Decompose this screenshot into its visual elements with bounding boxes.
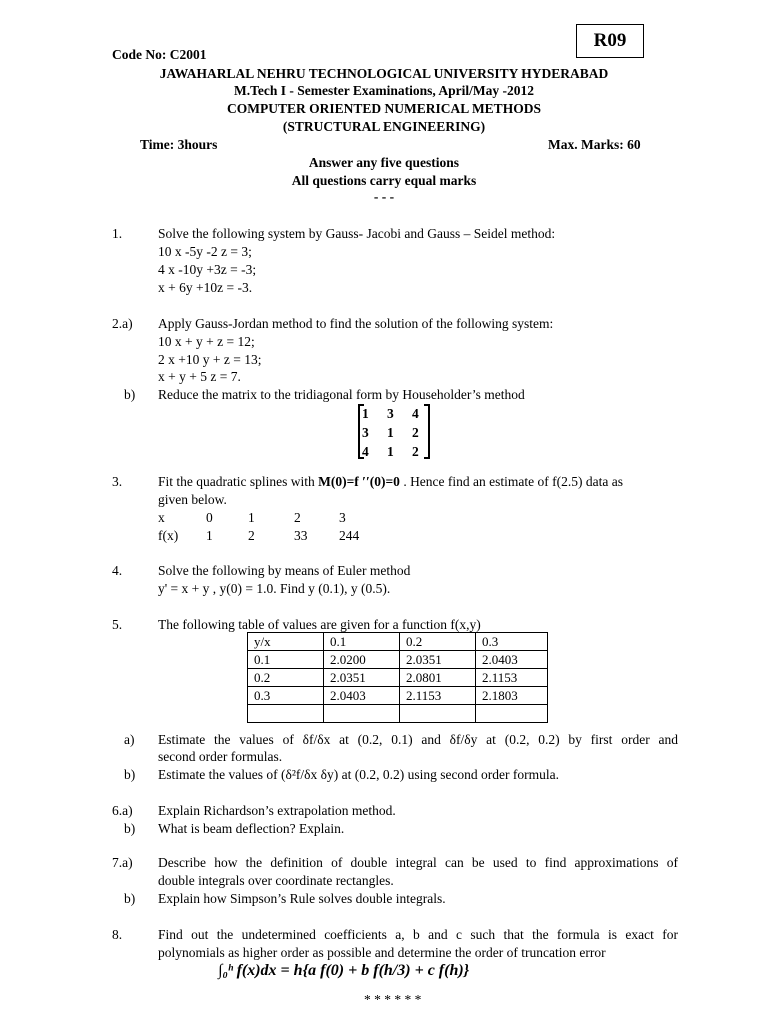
table-cell	[248, 705, 324, 723]
question-5-number: 5.	[112, 617, 123, 632]
question-6a-number: 6.a)	[112, 803, 133, 818]
table-row	[248, 687, 548, 705]
question-6b-number: b)	[124, 821, 136, 836]
university-name: JAWAHARLAL NEHRU TECHNOLOGICAL UNIVERSITY HYDERABAD	[159, 66, 609, 81]
question-2b-text: Reduce the matrix to the tridiagonal form by Householder’s method	[158, 387, 525, 402]
table-cell: 2.0403	[476, 651, 548, 669]
question-8-text2: polynomials as higher order as possible and determine the order of truncation error	[158, 945, 606, 960]
question-1-eq3: x + 6y +10z = -3.	[158, 280, 253, 295]
integration-formula: ∫₀ʰ f(x)dx = h{a f(0) + b f(h/3) + c f(h)}	[218, 962, 470, 979]
question-1-eq2: 4 x -10y +3z = -3;	[158, 262, 257, 277]
question-7b-text: Explain how Simpson’s Rule solves double integrals.	[158, 891, 446, 906]
x-label: x	[158, 510, 165, 525]
question-7a-text: Describe how the definition of double integral can be used to find approximations of	[158, 855, 678, 870]
fx-value: 244	[339, 528, 360, 543]
table-cell: 2.0200	[324, 651, 400, 669]
table-cell: 2.0351	[324, 669, 400, 687]
table-cell: 0.2	[400, 633, 476, 651]
question-4-number: 4.	[112, 563, 123, 578]
question-3-number: 3.	[112, 474, 123, 489]
question-4-text: Solve the following by means of Euler method	[158, 563, 411, 578]
question-2a-eq3: x + y + 5 z = 7.	[158, 369, 241, 384]
matrix-row: 1 3 4	[362, 406, 419, 421]
table-row	[248, 633, 548, 651]
question-5a-number: a)	[124, 732, 135, 747]
table-cell: 2.1153	[400, 687, 476, 705]
code-number: Code No: C2001	[112, 47, 207, 62]
branch-title: (STRUCTURAL ENGINEERING)	[282, 119, 486, 134]
table-cell: 0.1	[248, 651, 324, 669]
table-cell: 2.0351	[400, 651, 476, 669]
instruction-answer: Answer any five questions	[308, 155, 460, 170]
question-5-text: The following table of values are given for a function f(x,y)	[158, 617, 481, 632]
table-cell: 2.0403	[324, 687, 400, 705]
question-5b-text: Estimate the values of (δ²f/δx δy) at (0.2, 0.2) using second order formula.	[158, 767, 560, 782]
question-2a-number: 2.a)	[112, 316, 133, 331]
spline-condition: M(0)=f ′′(0)=0	[318, 474, 400, 489]
max-marks: Max. Marks: 60	[548, 137, 641, 152]
header-separator: - - -	[373, 189, 395, 204]
fx-label: f(x)	[158, 528, 179, 543]
question-2a-text: Apply Gauss-Jordan method to find the solution of the following system:	[158, 316, 554, 331]
regulation-badge: R09	[576, 24, 644, 58]
end-stars: * * * * * *	[364, 992, 422, 1007]
x-value: 0	[206, 510, 213, 525]
x-value: 1	[248, 510, 255, 525]
matrix-right-bracket	[424, 404, 430, 459]
instruction-marks: All questions carry equal marks	[291, 173, 477, 188]
question-1-number: 1.	[112, 226, 123, 241]
subject-title: COMPUTER ORIENTED NUMERICAL METHODS	[227, 101, 541, 116]
table-cell: 0.1	[324, 633, 400, 651]
question-5a-text: Estimate the values of δf/δx at (0.2, 0.1) and δf/δy at (0.2, 0.2) by first order and	[158, 732, 678, 747]
question-5a-text2: second order formulas.	[158, 749, 283, 764]
question-7a-number: 7.a)	[112, 855, 133, 870]
question-4-text2: y' = x + y , y(0) = 1.0. Find y (0.1), y (0.5).	[158, 581, 391, 596]
question-3-text2: given below.	[158, 492, 227, 507]
question-2a-eq1: 10 x + y + z = 12;	[158, 334, 255, 349]
table-cell: 0.3	[476, 633, 548, 651]
fx-value: 1	[206, 528, 213, 543]
table-cell	[324, 705, 400, 723]
table-row	[248, 651, 548, 669]
fx-value: 33	[294, 528, 308, 543]
table-cell: 2.0801	[400, 669, 476, 687]
question-8-number: 8.	[112, 927, 123, 942]
table-cell	[400, 705, 476, 723]
question-2a-eq2: 2 x +10 y + z = 13;	[158, 352, 262, 367]
question-7a-text2: double integrals over coordinate rectangles.	[158, 873, 394, 888]
table-cell: y/x	[248, 633, 324, 651]
table-row	[248, 669, 548, 687]
table-cell: 0.3	[248, 687, 324, 705]
table-cell: 2.1803	[476, 687, 548, 705]
question-3-text: Fit the quadratic splines with M(0)=f ′′(0)=0 . Hence find an estimate of f(2.5) data as	[158, 474, 623, 489]
x-value: 3	[339, 510, 346, 525]
exam-title: M.Tech I - Semester Examinations, April/May -2012	[234, 83, 534, 98]
table-row	[248, 705, 548, 723]
question-1-text: Solve the following system by Gauss- Jacobi and Gauss – Seidel method:	[158, 226, 556, 241]
question-5b-number: b)	[124, 767, 136, 782]
values-table	[247, 632, 548, 723]
question-2b-number: b)	[124, 387, 136, 402]
x-value: 2	[294, 510, 301, 525]
matrix-row: 4 1 2	[362, 444, 419, 459]
matrix-row: 3 1 2	[362, 425, 419, 440]
question-7b-number: b)	[124, 891, 136, 906]
question-6a-text: Explain Richardson’s extrapolation method.	[158, 803, 396, 818]
question-6b-text: What is beam deflection? Explain.	[158, 821, 345, 836]
table-cell	[476, 705, 548, 723]
table-cell: 0.2	[248, 669, 324, 687]
fx-value: 2	[248, 528, 255, 543]
question-1-eq1: 10 x -5y -2 z = 3;	[158, 244, 252, 259]
exam-time: Time: 3hours	[140, 137, 218, 152]
table-cell: 2.1153	[476, 669, 548, 687]
question-8-text: Find out the undetermined coefficients a, b and c such that the formula is exact for	[158, 927, 678, 942]
